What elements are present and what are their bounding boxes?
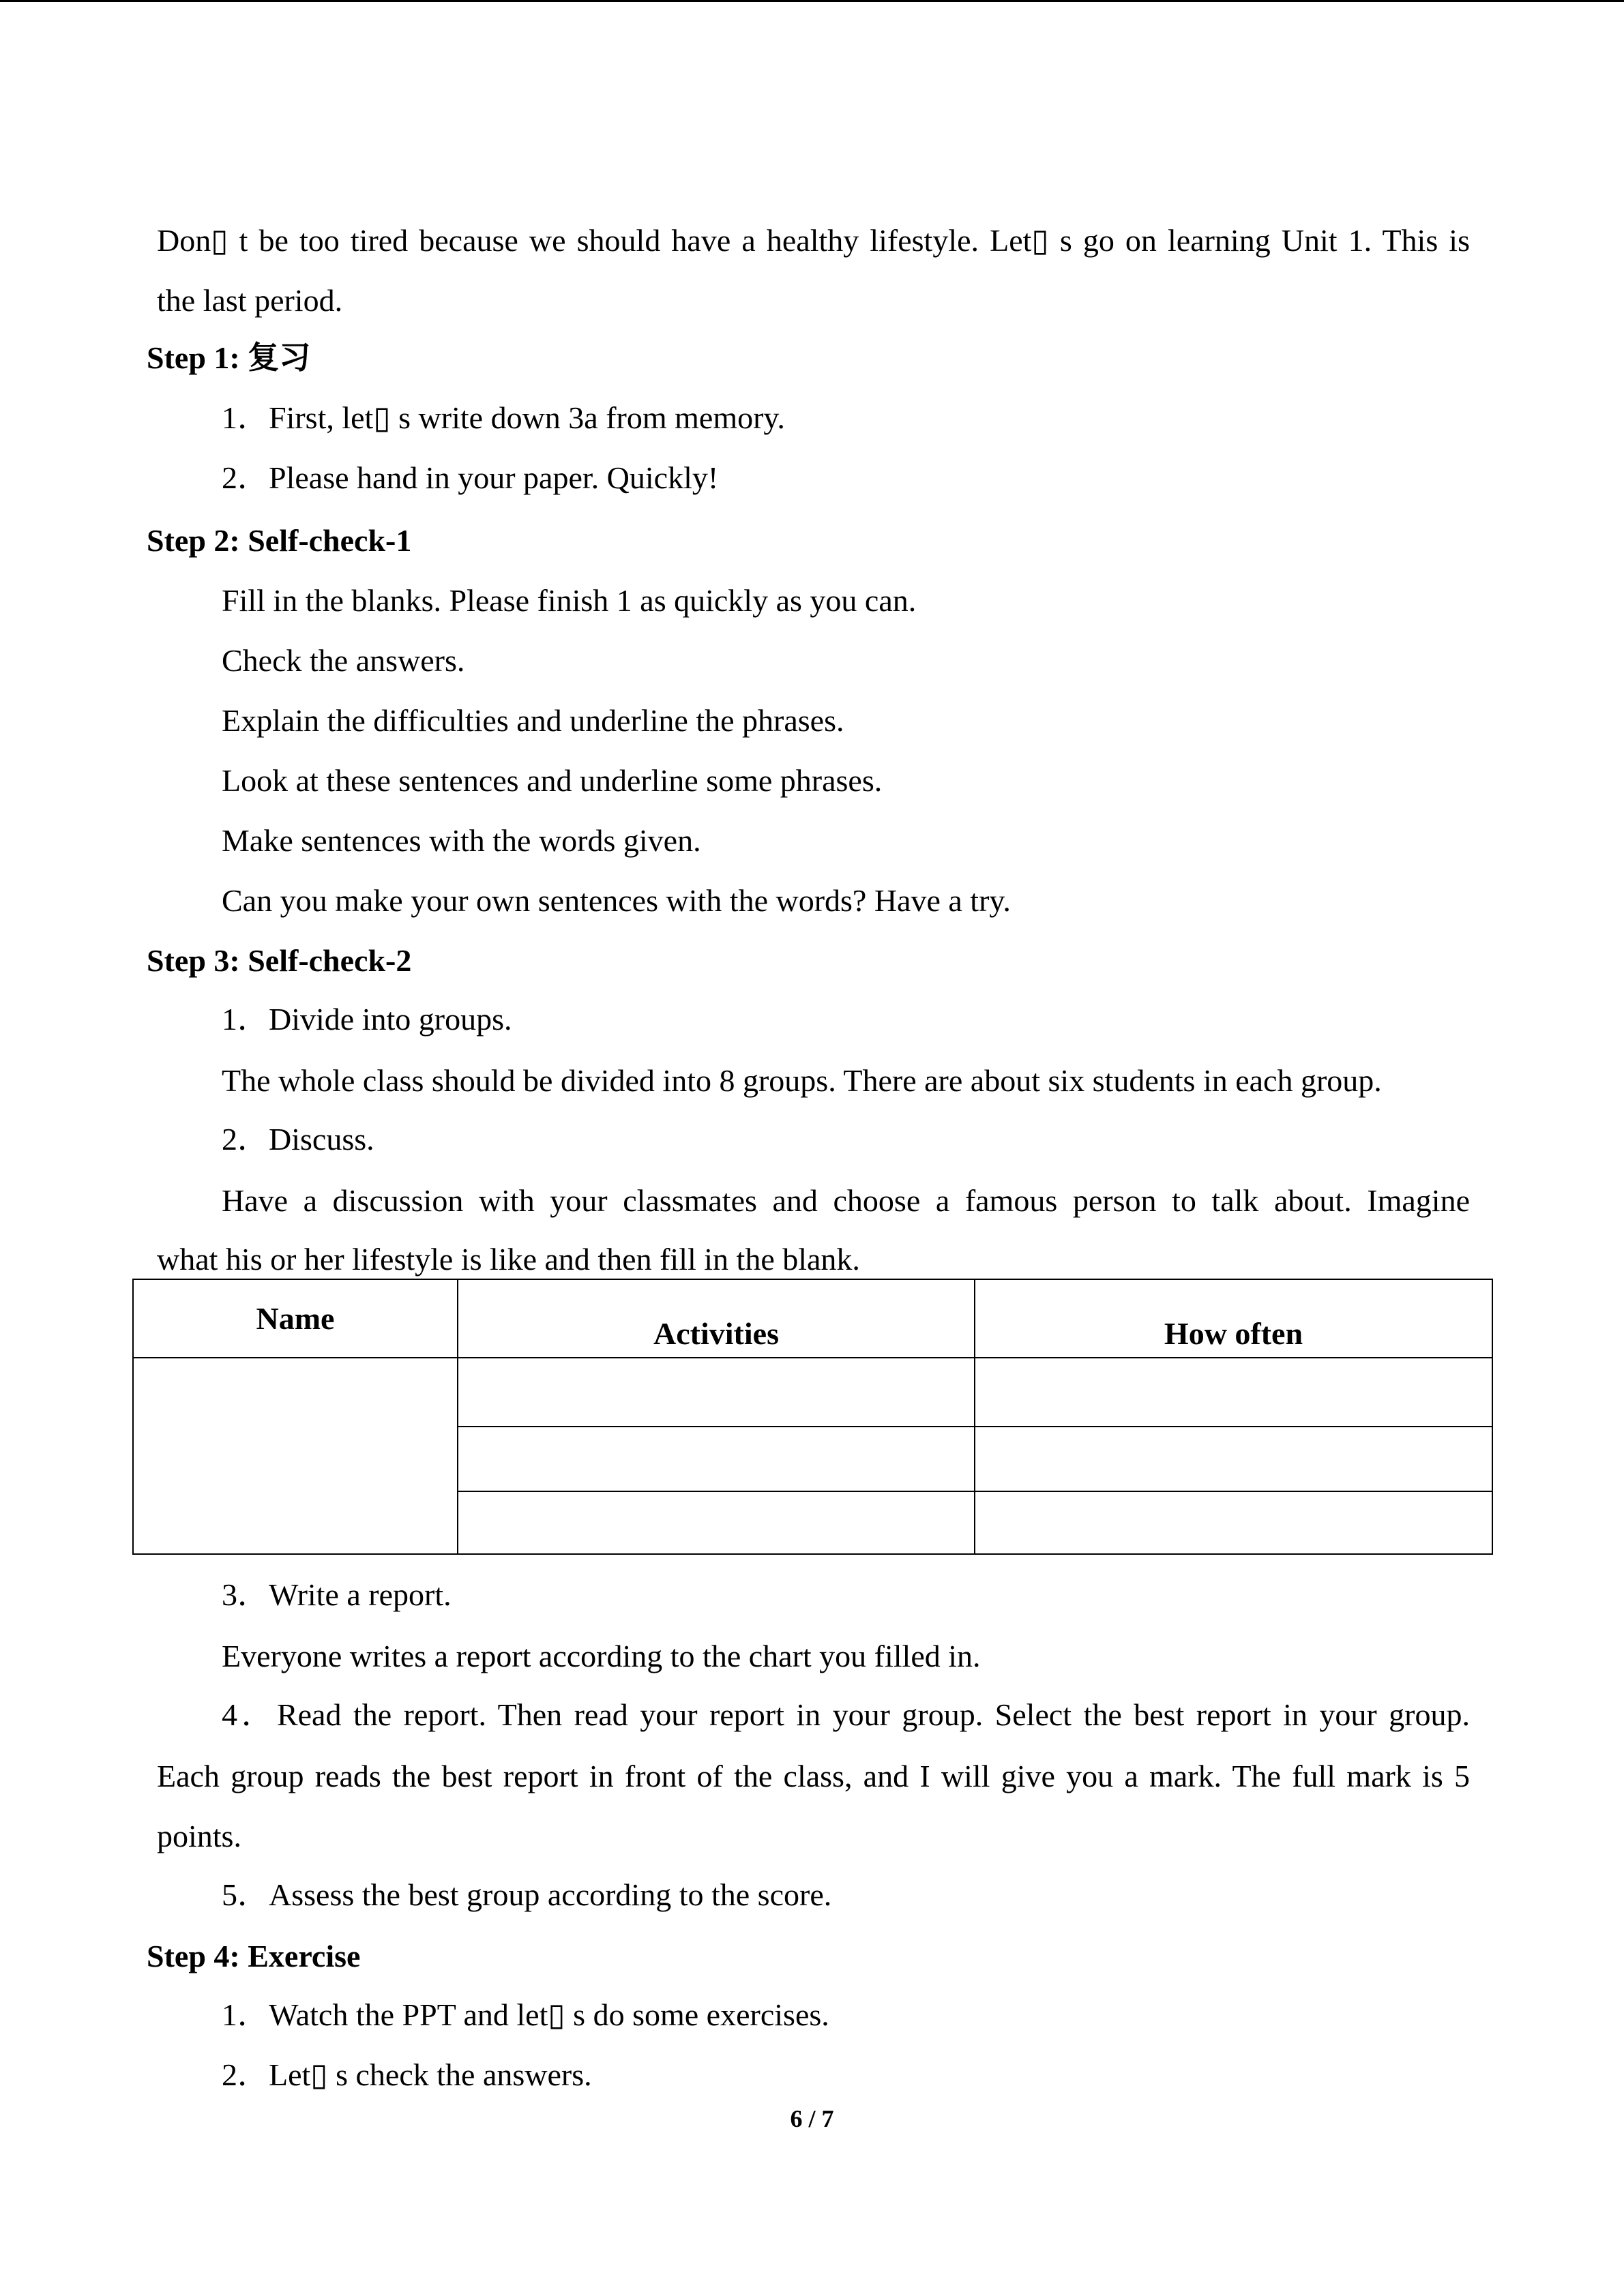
step1-heading: Step 1: 复习 <box>147 340 311 375</box>
frequency-cell <box>975 1491 1492 1554</box>
step2-item-4: Look at these sentences and underline some phrases. <box>222 763 883 798</box>
intro-line-1: Don▯ t be too tired because we should have a healthy lifestyle. Let▯ s go on learning Unit 1. This is <box>157 223 1470 258</box>
header-name: Name <box>133 1279 458 1358</box>
step3-item-2-detail-line-2: what his or her lifestyle is like and then fill in the blank. <box>157 1242 860 1277</box>
frequency-cell <box>975 1427 1492 1491</box>
step1-item-2: 2．Please hand in your paper. Quickly! <box>222 460 719 495</box>
step1-item-1: 1．First, let▯ s write down 3a from memory. <box>222 400 785 435</box>
step2-item-5: Make sentences with the words given. <box>222 823 701 858</box>
step3-item-2: 2．Discuss. <box>222 1122 374 1157</box>
step3-heading: Step 3: Self-check-2 <box>147 943 412 978</box>
intro-line-2: the last period. <box>157 283 343 318</box>
frequency-cell <box>975 1358 1492 1427</box>
step2-item-2: Check the answers. <box>222 643 465 678</box>
step3-item-1: 1．Divide into groups. <box>222 1002 512 1037</box>
step4-heading: Step 4: Exercise <box>147 1939 361 1973</box>
step4-item-2: 2．Let▯ s check the answers. <box>222 2057 592 2092</box>
step3-item-5: 5．Assess the best group according to the score. <box>222 1877 832 1912</box>
step2-item-1: Fill in the blanks. Please finish 1 as quickly as you can. <box>222 583 917 618</box>
step3-item-4-line-2: Each group reads the best report in front of the class, and I will give you a mark. The full mark is 5 <box>157 1759 1470 1793</box>
header-activities: Activities <box>458 1279 975 1358</box>
step3-item-3-detail: Everyone writes a report according to the chart you filled in. <box>222 1639 981 1673</box>
step2-item-3: Explain the difficulties and underline the phrases. <box>222 703 844 738</box>
table-header-row <box>133 1279 1492 1358</box>
step2-item-6: Can you make your own sentences with the words? Have a try. <box>222 883 1011 918</box>
step2-heading: Step 2: Self-check-1 <box>147 523 412 558</box>
activity-cell <box>458 1491 975 1554</box>
lifestyle-table <box>132 1279 1493 1555</box>
step4-item-1: 1．Watch the PPT and let▯ s do some exercises. <box>222 1997 829 2032</box>
activity-cell <box>458 1427 975 1491</box>
page-number: 6 / 7 <box>790 2105 834 2132</box>
step3-item-2-detail-line-1: Have a discussion with your classmates and choose a famous person to talk about. Imagine <box>222 1183 1470 1218</box>
header-how-often: How often <box>975 1279 1492 1358</box>
activity-cell <box>458 1358 975 1427</box>
step3-item-3: 3．Write a report. <box>222 1577 452 1612</box>
name-cell <box>133 1358 458 1554</box>
step3-item-4-line-3: points. <box>157 1819 241 1853</box>
step3-item-1-detail: The whole class should be divided into 8 groups. There are about six students in each group. <box>222 1063 1382 1098</box>
step3-item-4-line-1: 4．Read the report. Then read your report in your group. Select the best report in your group. <box>222 1697 1470 1732</box>
table-row <box>133 1358 1492 1427</box>
